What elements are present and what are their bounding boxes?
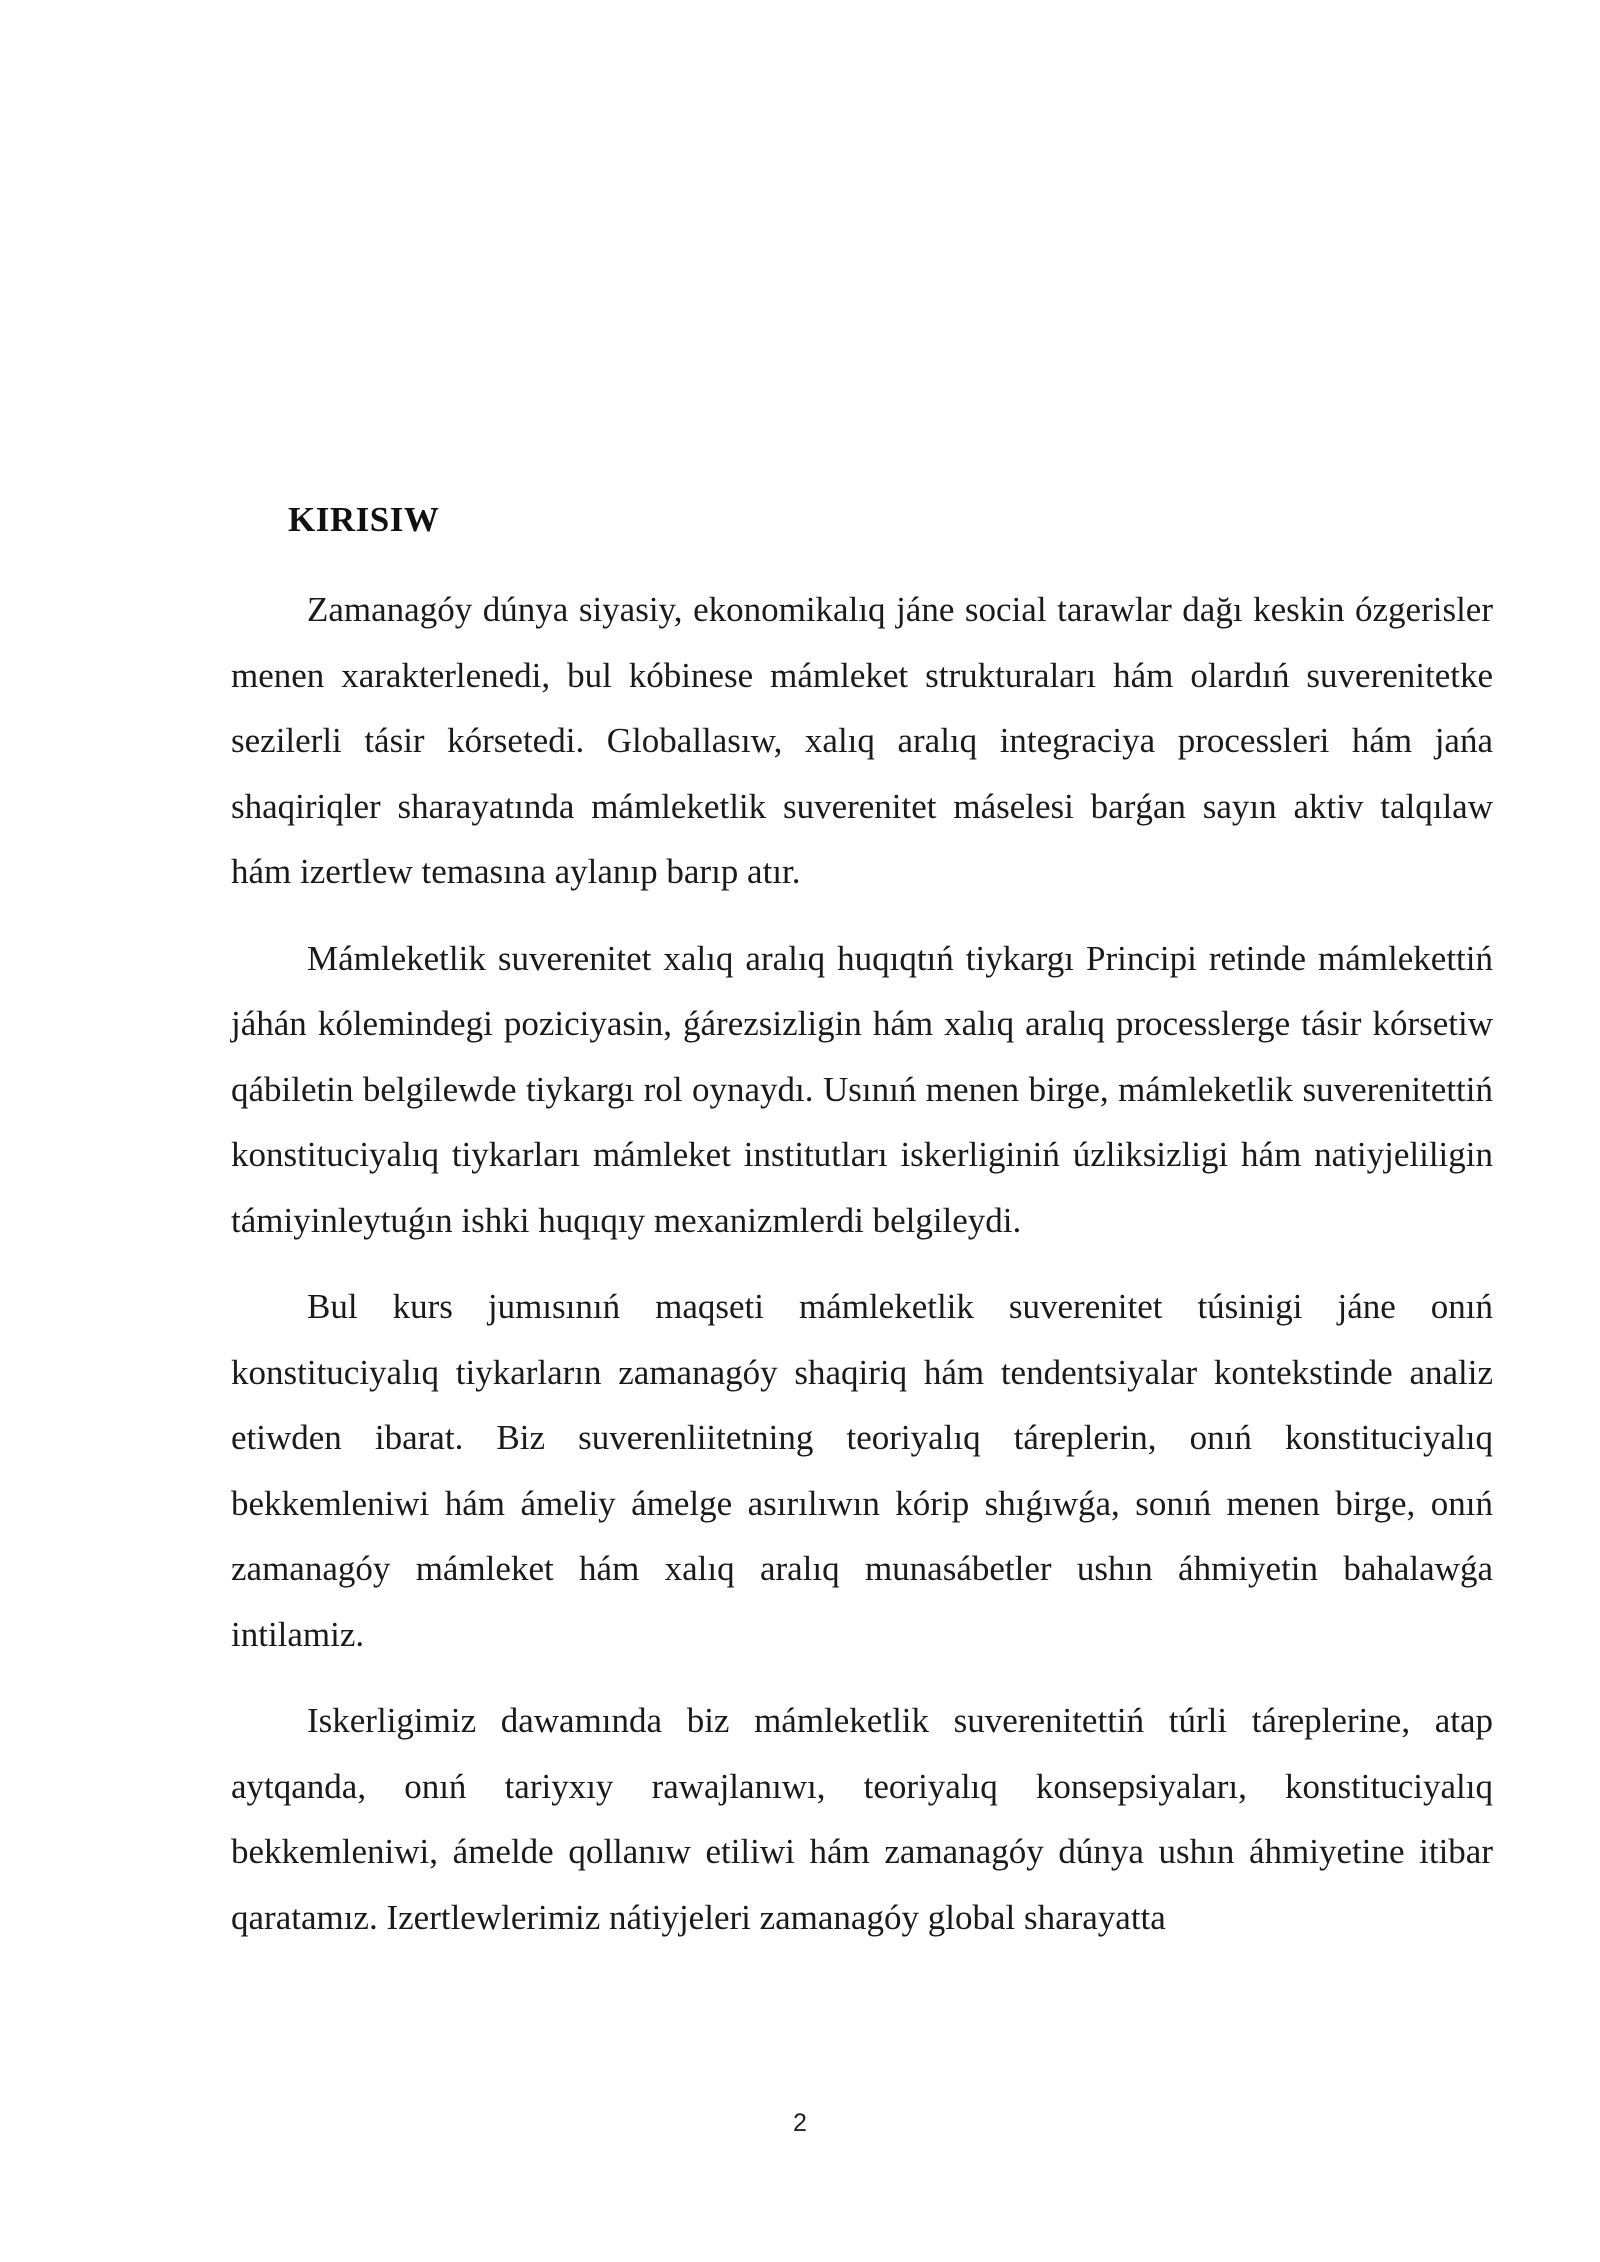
paragraph-1: Zamanagóy dúnya siyasiy, ekonomikalıq jáne social tarawlar dağı keskin ózgerisler menen xarakterlenedi, bul kóbinese mámleket strukturaları hám olardıń suverenitetke sezilerli tásir kórsetedi. Globallasıw, xalıq aralıq integraciya processleri hám jańa shaqiriqler sharayatında mámleketlik suverenitet máselesi barǵan sayın aktiv talqılaw hám izertlew temasına aylanıp barıp atır. [231,590,1493,891]
paragraph-3: Bul kurs jumısınıń maqseti mámleketlik suverenitet túsinigi jáne onıń konstituciyalıq tiykarların zamanagóy shaqiriq hám tendentsiyalar kontekstinde analiz etiwden ibarat. Biz suverenliitetning teoriyalıq táreplerin, onıń konstituciyalıq bekkemleniwi hám ámeliy ámelge asırılıwın kórip shıǵıwǵa, sonıń menen birge, onıń zamanagóy mámleket hám xalıq aralıq munasábetler ushın áhmiyetin bahalawǵa intilamiz. [231,1287,1493,1654]
paragraph-4: Iskerligimiz dawamında biz mámleketlik suverenitettiń túrli táreplerine, atap aytqanda, onıń tariyxıy rawajlanıwı, teoriyalıq konsepsiyaları, konstituciyalıq bekkemleniwi, ámelde qollanıw etiliwi hám zamanagóy dúnya ushın áhmiyetine itibar qaratamız. Izertlewlerimiz nátiyjeleri zamanagóy global sharayatta [231,1701,1493,1937]
page-number: 2 [793,2109,807,2137]
paragraph-2: Mámleketlik suverenitet xalıq aralıq huqıqtıń tiykargı Principi retinde mámlekettiń jáhán kólemindegi poziciyasin, ǵárezsizligin hám xalıq aralıq processlerge tásir kórsetiw qábiletin belgilewde tiykargı rol oynaydı. Usınıń menen birge, mámleketlik suverenitettiń konstituciyalıq tiykarları mámleket institutları iskerliginiń úzliksizligi hám natiyjeliligin támiyinleytuǵın ishki huqıqıy mexanizmlerdi belgileydi. [231,938,1493,1240]
section-heading: KIRISIW [288,500,440,539]
body-text [231,577,1493,1950]
